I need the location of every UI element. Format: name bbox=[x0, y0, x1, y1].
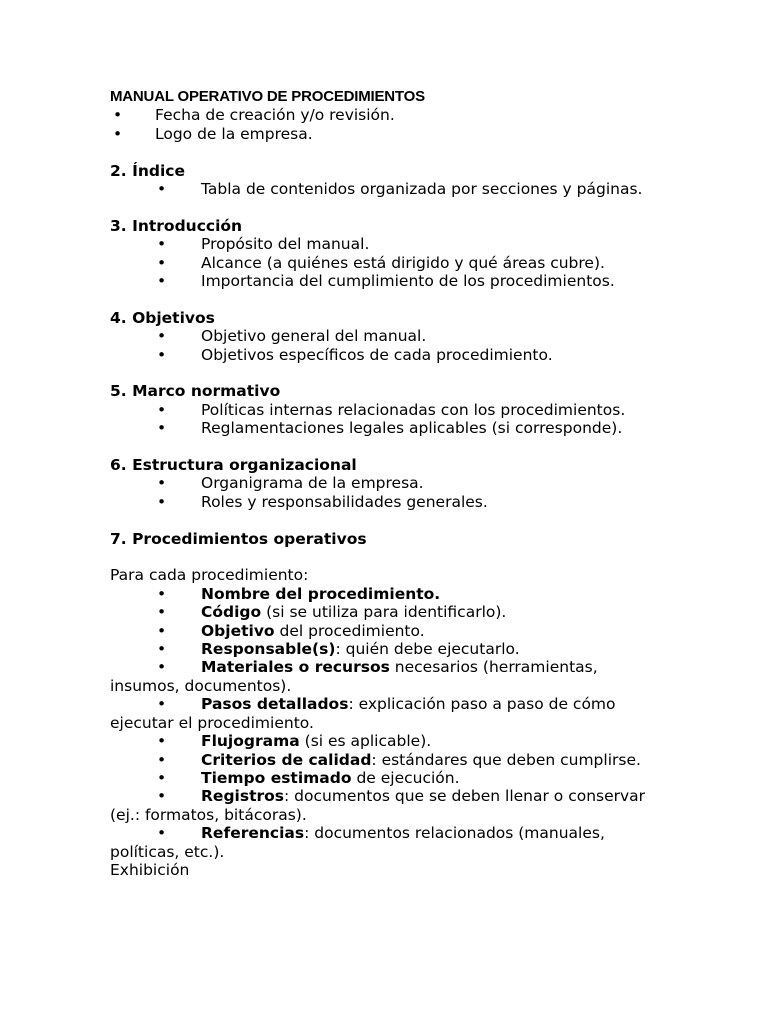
bullet: • bbox=[113, 124, 123, 143]
bullet: • bbox=[157, 695, 167, 714]
section-heading-estructura: 6. Estructura organizacional bbox=[110, 456, 357, 475]
bullet: • bbox=[157, 345, 167, 364]
list-item: • Propósito del manual. bbox=[157, 235, 370, 254]
document-body bbox=[110, 88, 670, 879]
list-item: • Alcance (a quiénes está dirigido y qué áreas cubre). bbox=[157, 253, 605, 272]
bullet: • bbox=[157, 235, 167, 254]
list-item: • Materiales o recursos necesarios (herramientas, insumos, documentos). bbox=[110, 658, 598, 695]
list-item: • Objetivo del procedimiento. bbox=[157, 621, 425, 640]
list-item: • Reglamentaciones legales aplicables (si corresponde). bbox=[157, 419, 623, 438]
list-item: • Objetivos específicos de cada procedimiento. bbox=[157, 345, 553, 364]
list-item: • Nombre del procedimiento. bbox=[157, 584, 441, 603]
list-item: • Criterios de calidad: estándares que deben cumplirse. bbox=[157, 750, 641, 769]
cover-item: • Fecha de creación y/o revisión. bbox=[113, 106, 395, 125]
section-heading-procedimientos: 7. Procedimientos operativos bbox=[110, 529, 367, 548]
list-item: • Referencias: documentos relacionados (manuales, políticas, etc.). bbox=[110, 824, 605, 861]
section-heading-indice: 2. Índice bbox=[110, 161, 185, 180]
list-item: • Objetivo general del manual. bbox=[157, 327, 427, 346]
bullet: • bbox=[113, 106, 123, 125]
bullet: • bbox=[157, 658, 167, 677]
list-item: • Responsable(s): quién debe ejecutarlo. bbox=[157, 640, 520, 659]
list-item: • Políticas internas relacionadas con los procedimientos. bbox=[157, 400, 626, 419]
document-title: MANUAL OPERATIVO DE PROCEDIMIENTOS bbox=[110, 88, 425, 105]
bullet: • bbox=[157, 400, 167, 419]
section-heading-introduccion: 3. Introducción bbox=[110, 216, 243, 235]
bullet: • bbox=[157, 787, 167, 806]
bullet: • bbox=[157, 621, 167, 640]
list-item: • Roles y responsabilidades generales. bbox=[157, 492, 488, 511]
bullet: • bbox=[157, 180, 167, 199]
bullet: • bbox=[157, 419, 167, 438]
list-item: • Importancia del cumplimiento de los procedimientos. bbox=[157, 272, 615, 291]
bullet: • bbox=[157, 327, 167, 346]
bullet: • bbox=[157, 768, 167, 787]
cover-item: • Logo de la empresa. bbox=[113, 124, 313, 143]
bullet: • bbox=[157, 584, 167, 603]
list-item: • Registros: documentos que se deben llenar o conservar (ej.: formatos, bitácoras). bbox=[110, 787, 646, 824]
bullet: • bbox=[157, 824, 167, 843]
list-item: • Pasos detallados: explicación paso a paso de cómo ejecutar el procedimiento. bbox=[110, 695, 616, 732]
bullet: • bbox=[157, 474, 167, 493]
trailing-text: Exhibición bbox=[110, 860, 190, 879]
bullet: • bbox=[157, 272, 167, 291]
bullet: • bbox=[157, 750, 167, 769]
list-item: • Flujograma (si es aplicable). bbox=[157, 732, 432, 751]
list-item: • Organigrama de la empresa. bbox=[157, 474, 424, 493]
procedures-intro: Para cada procedimiento: bbox=[110, 566, 309, 585]
bullet: • bbox=[157, 603, 167, 622]
list-item: • Tabla de contenidos organizada por secciones y páginas. bbox=[157, 180, 643, 199]
bullet: • bbox=[157, 492, 167, 511]
list-item: • Tiempo estimado de ejecución. bbox=[157, 768, 460, 787]
bullet: • bbox=[157, 253, 167, 272]
section-heading-objetivos: 4. Objetivos bbox=[110, 308, 215, 327]
list-item: • Código (si se utiliza para identificarlo). bbox=[157, 603, 507, 622]
bullet: • bbox=[157, 732, 167, 751]
bullet: • bbox=[157, 640, 167, 659]
section-heading-marco-normativo: 5. Marco normativo bbox=[110, 382, 281, 401]
